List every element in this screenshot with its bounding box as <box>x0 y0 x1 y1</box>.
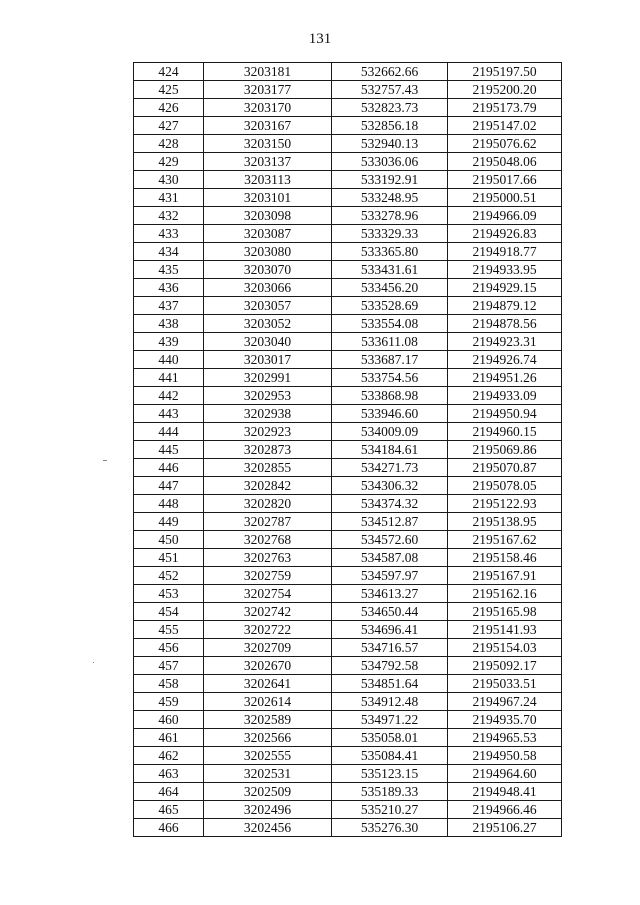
y-coordinate-cell: 2195076.62 <box>448 135 562 153</box>
y-coordinate-cell: 2195167.62 <box>448 531 562 549</box>
table-row <box>134 297 562 315</box>
y-coordinate-cell: 2195048.06 <box>448 153 562 171</box>
point-number-cell: 464 <box>134 783 204 801</box>
x-coordinate-cell: 533528.69 <box>332 297 448 315</box>
y-coordinate-cell: 2194933.95 <box>448 261 562 279</box>
y-coordinate-cell: 2195158.46 <box>448 549 562 567</box>
point-number-cell: 429 <box>134 153 204 171</box>
table-row <box>134 585 562 603</box>
y-coordinate-cell: 2194967.24 <box>448 693 562 711</box>
point-id-cell: 3202991 <box>204 369 332 387</box>
x-coordinate-cell: 534971.22 <box>332 711 448 729</box>
x-coordinate-cell: 534851.64 <box>332 675 448 693</box>
x-coordinate-cell: 533329.33 <box>332 225 448 243</box>
point-number-cell: 461 <box>134 729 204 747</box>
point-number-cell: 466 <box>134 819 204 837</box>
point-number-cell: 439 <box>134 333 204 351</box>
point-number-cell: 453 <box>134 585 204 603</box>
table-row <box>134 819 562 837</box>
y-coordinate-cell: 2195106.27 <box>448 819 562 837</box>
scan-speck <box>103 460 107 461</box>
x-coordinate-cell: 535058.01 <box>332 729 448 747</box>
x-coordinate-cell: 534271.73 <box>332 459 448 477</box>
x-coordinate-cell: 534009.09 <box>332 423 448 441</box>
table-row <box>134 603 562 621</box>
point-id-cell: 3202456 <box>204 819 332 837</box>
y-coordinate-cell: 2195069.86 <box>448 441 562 459</box>
y-coordinate-cell: 2195154.03 <box>448 639 562 657</box>
coordinates-table-body <box>134 63 562 837</box>
table-row <box>134 315 562 333</box>
point-id-cell: 3203070 <box>204 261 332 279</box>
point-number-cell: 458 <box>134 675 204 693</box>
table-row <box>134 189 562 207</box>
point-id-cell: 3203080 <box>204 243 332 261</box>
point-id-cell: 3203017 <box>204 351 332 369</box>
point-number-cell: 432 <box>134 207 204 225</box>
point-number-cell: 449 <box>134 513 204 531</box>
point-id-cell: 3203087 <box>204 225 332 243</box>
y-coordinate-cell: 2194926.74 <box>448 351 562 369</box>
x-coordinate-cell: 535276.30 <box>332 819 448 837</box>
x-coordinate-cell: 535123.15 <box>332 765 448 783</box>
x-coordinate-cell: 535084.41 <box>332 747 448 765</box>
x-coordinate-cell: 533278.96 <box>332 207 448 225</box>
table-row <box>134 639 562 657</box>
point-number-cell: 441 <box>134 369 204 387</box>
x-coordinate-cell: 534912.48 <box>332 693 448 711</box>
table-row <box>134 567 562 585</box>
point-number-cell: 463 <box>134 765 204 783</box>
table-row <box>134 423 562 441</box>
table-row <box>134 279 562 297</box>
point-number-cell: 438 <box>134 315 204 333</box>
table-row <box>134 387 562 405</box>
point-number-cell: 424 <box>134 63 204 81</box>
point-number-cell: 460 <box>134 711 204 729</box>
table-row <box>134 675 562 693</box>
table-row <box>134 711 562 729</box>
x-coordinate-cell: 533687.17 <box>332 351 448 369</box>
table-row <box>134 783 562 801</box>
x-coordinate-cell: 534696.41 <box>332 621 448 639</box>
x-coordinate-cell: 534306.32 <box>332 477 448 495</box>
point-id-cell: 3202709 <box>204 639 332 657</box>
table-row <box>134 693 562 711</box>
point-id-cell: 3202555 <box>204 747 332 765</box>
point-id-cell: 3202566 <box>204 729 332 747</box>
point-number-cell: 430 <box>134 171 204 189</box>
point-id-cell: 3203040 <box>204 333 332 351</box>
point-number-cell: 452 <box>134 567 204 585</box>
point-id-cell: 3203150 <box>204 135 332 153</box>
point-number-cell: 433 <box>134 225 204 243</box>
point-number-cell: 431 <box>134 189 204 207</box>
point-id-cell: 3202614 <box>204 693 332 711</box>
y-coordinate-cell: 2194879.12 <box>448 297 562 315</box>
point-number-cell: 446 <box>134 459 204 477</box>
table-row <box>134 99 562 117</box>
table-row <box>134 63 562 81</box>
x-coordinate-cell: 534650.44 <box>332 603 448 621</box>
point-id-cell: 3203101 <box>204 189 332 207</box>
point-id-cell: 3202722 <box>204 621 332 639</box>
point-number-cell: 450 <box>134 531 204 549</box>
point-id-cell: 3202763 <box>204 549 332 567</box>
y-coordinate-cell: 2195078.05 <box>448 477 562 495</box>
x-coordinate-cell: 534716.57 <box>332 639 448 657</box>
point-id-cell: 3202842 <box>204 477 332 495</box>
y-coordinate-cell: 2195200.20 <box>448 81 562 99</box>
point-id-cell: 3203113 <box>204 171 332 189</box>
y-coordinate-cell: 2195173.79 <box>448 99 562 117</box>
table-row <box>134 81 562 99</box>
table-row <box>134 207 562 225</box>
point-number-cell: 445 <box>134 441 204 459</box>
y-coordinate-cell: 2194918.77 <box>448 243 562 261</box>
point-number-cell: 443 <box>134 405 204 423</box>
point-id-cell: 3202938 <box>204 405 332 423</box>
x-coordinate-cell: 532757.43 <box>332 81 448 99</box>
table-row <box>134 351 562 369</box>
y-coordinate-cell: 2195197.50 <box>448 63 562 81</box>
x-coordinate-cell: 534613.27 <box>332 585 448 603</box>
y-coordinate-cell: 2194923.31 <box>448 333 562 351</box>
table-row <box>134 765 562 783</box>
table-row <box>134 621 562 639</box>
table-row <box>134 171 562 189</box>
y-coordinate-cell: 2194950.58 <box>448 747 562 765</box>
point-id-cell: 3202873 <box>204 441 332 459</box>
point-id-cell: 3203167 <box>204 117 332 135</box>
y-coordinate-cell: 2194965.53 <box>448 729 562 747</box>
y-coordinate-cell: 2195122.93 <box>448 495 562 513</box>
scan-speck <box>93 662 94 663</box>
point-id-cell: 3202670 <box>204 657 332 675</box>
x-coordinate-cell: 533754.56 <box>332 369 448 387</box>
point-id-cell: 3203052 <box>204 315 332 333</box>
table-row <box>134 531 562 549</box>
x-coordinate-cell: 533611.08 <box>332 333 448 351</box>
y-coordinate-cell: 2195165.98 <box>448 603 562 621</box>
x-coordinate-cell: 533036.06 <box>332 153 448 171</box>
y-coordinate-cell: 2194933.09 <box>448 387 562 405</box>
y-coordinate-cell: 2194951.26 <box>448 369 562 387</box>
point-id-cell: 3203170 <box>204 99 332 117</box>
x-coordinate-cell: 534184.61 <box>332 441 448 459</box>
x-coordinate-cell: 534374.32 <box>332 495 448 513</box>
y-coordinate-cell: 2194929.15 <box>448 279 562 297</box>
y-coordinate-cell: 2194926.83 <box>448 225 562 243</box>
x-coordinate-cell: 532940.13 <box>332 135 448 153</box>
table-row <box>134 225 562 243</box>
x-coordinate-cell: 532662.66 <box>332 63 448 81</box>
point-number-cell: 455 <box>134 621 204 639</box>
x-coordinate-cell: 533192.91 <box>332 171 448 189</box>
table-row <box>134 153 562 171</box>
point-id-cell: 3202923 <box>204 423 332 441</box>
table-row <box>134 243 562 261</box>
y-coordinate-cell: 2194935.70 <box>448 711 562 729</box>
table-row <box>134 135 562 153</box>
y-coordinate-cell: 2195162.16 <box>448 585 562 603</box>
point-id-cell: 3202531 <box>204 765 332 783</box>
point-id-cell: 3203137 <box>204 153 332 171</box>
y-coordinate-cell: 2195147.02 <box>448 117 562 135</box>
point-id-cell: 3203066 <box>204 279 332 297</box>
point-number-cell: 451 <box>134 549 204 567</box>
table-row <box>134 405 562 423</box>
x-coordinate-cell: 533868.98 <box>332 387 448 405</box>
y-coordinate-cell: 2194878.56 <box>448 315 562 333</box>
point-number-cell: 459 <box>134 693 204 711</box>
y-coordinate-cell: 2195070.87 <box>448 459 562 477</box>
y-coordinate-cell: 2194964.60 <box>448 765 562 783</box>
point-id-cell: 3203057 <box>204 297 332 315</box>
point-id-cell: 3202509 <box>204 783 332 801</box>
point-id-cell: 3203177 <box>204 81 332 99</box>
table-row <box>134 747 562 765</box>
point-number-cell: 427 <box>134 117 204 135</box>
point-number-cell: 440 <box>134 351 204 369</box>
point-id-cell: 3202787 <box>204 513 332 531</box>
table-row <box>134 657 562 675</box>
table-row <box>134 117 562 135</box>
table-row <box>134 477 562 495</box>
table-row <box>134 261 562 279</box>
table-row <box>134 441 562 459</box>
x-coordinate-cell: 535210.27 <box>332 801 448 819</box>
y-coordinate-cell: 2195092.17 <box>448 657 562 675</box>
x-coordinate-cell: 534792.58 <box>332 657 448 675</box>
point-number-cell: 457 <box>134 657 204 675</box>
table-row <box>134 549 562 567</box>
table-row <box>134 495 562 513</box>
point-number-cell: 454 <box>134 603 204 621</box>
table-row <box>134 513 562 531</box>
x-coordinate-cell: 533365.80 <box>332 243 448 261</box>
x-coordinate-cell: 533946.60 <box>332 405 448 423</box>
x-coordinate-cell: 534512.87 <box>332 513 448 531</box>
y-coordinate-cell: 2195138.95 <box>448 513 562 531</box>
point-id-cell: 3202768 <box>204 531 332 549</box>
point-number-cell: 426 <box>134 99 204 117</box>
y-coordinate-cell: 2194960.15 <box>448 423 562 441</box>
x-coordinate-cell: 534572.60 <box>332 531 448 549</box>
point-id-cell: 3202820 <box>204 495 332 513</box>
point-number-cell: 447 <box>134 477 204 495</box>
y-coordinate-cell: 2195000.51 <box>448 189 562 207</box>
y-coordinate-cell: 2194950.94 <box>448 405 562 423</box>
table-row <box>134 369 562 387</box>
x-coordinate-cell: 535189.33 <box>332 783 448 801</box>
x-coordinate-cell: 534597.97 <box>332 567 448 585</box>
point-id-cell: 3202759 <box>204 567 332 585</box>
table-row <box>134 459 562 477</box>
point-number-cell: 444 <box>134 423 204 441</box>
table-row <box>134 333 562 351</box>
y-coordinate-cell: 2195167.91 <box>448 567 562 585</box>
x-coordinate-cell: 532856.18 <box>332 117 448 135</box>
point-id-cell: 3202754 <box>204 585 332 603</box>
y-coordinate-cell: 2194966.46 <box>448 801 562 819</box>
x-coordinate-cell: 533456.20 <box>332 279 448 297</box>
x-coordinate-cell: 533248.95 <box>332 189 448 207</box>
point-number-cell: 442 <box>134 387 204 405</box>
point-id-cell: 3203181 <box>204 63 332 81</box>
point-id-cell: 3202855 <box>204 459 332 477</box>
x-coordinate-cell: 534587.08 <box>332 549 448 567</box>
x-coordinate-cell: 533554.08 <box>332 315 448 333</box>
point-number-cell: 436 <box>134 279 204 297</box>
x-coordinate-cell: 532823.73 <box>332 99 448 117</box>
point-number-cell: 435 <box>134 261 204 279</box>
point-id-cell: 3202742 <box>204 603 332 621</box>
point-number-cell: 425 <box>134 81 204 99</box>
coordinates-table <box>133 62 562 837</box>
point-number-cell: 465 <box>134 801 204 819</box>
point-id-cell: 3203098 <box>204 207 332 225</box>
table-row <box>134 801 562 819</box>
y-coordinate-cell: 2195033.51 <box>448 675 562 693</box>
y-coordinate-cell: 2195141.93 <box>448 621 562 639</box>
point-id-cell: 3202496 <box>204 801 332 819</box>
point-id-cell: 3202589 <box>204 711 332 729</box>
y-coordinate-cell: 2194948.41 <box>448 783 562 801</box>
table-row <box>134 729 562 747</box>
point-id-cell: 3202641 <box>204 675 332 693</box>
point-number-cell: 456 <box>134 639 204 657</box>
point-number-cell: 462 <box>134 747 204 765</box>
y-coordinate-cell: 2194966.09 <box>448 207 562 225</box>
x-coordinate-cell: 533431.61 <box>332 261 448 279</box>
point-number-cell: 437 <box>134 297 204 315</box>
page-number: 131 <box>308 31 332 47</box>
point-number-cell: 434 <box>134 243 204 261</box>
point-id-cell: 3202953 <box>204 387 332 405</box>
point-number-cell: 428 <box>134 135 204 153</box>
y-coordinate-cell: 2195017.66 <box>448 171 562 189</box>
point-number-cell: 448 <box>134 495 204 513</box>
